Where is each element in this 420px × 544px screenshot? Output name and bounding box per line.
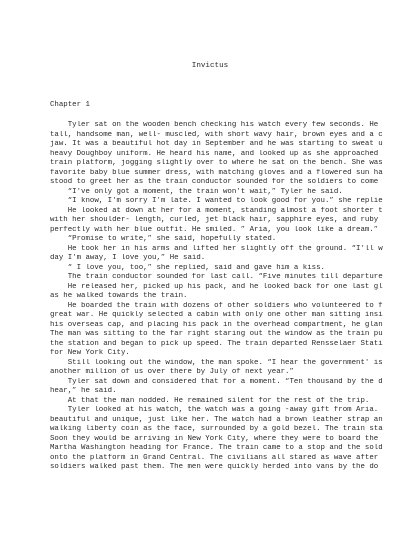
text-line: soldiers walked past them. The men were quickly herded into vans by the do: [50, 463, 379, 471]
text-line: Still looking out the window, the man spoke. “I hear the government' is: [50, 358, 383, 367]
text-line: Tyler looked at his watch, the watch was a going -away gift from Aria.: [50, 406, 379, 414]
text-line: favorite baby blue summer dress, with matching gloves and a flowered sun ha: [50, 168, 383, 177]
text-line: another million of us over there by July of next year.”: [50, 368, 294, 376]
text-line: as he walked towards the train.: [50, 292, 188, 300]
text-line: beautiful and unique, just like her. The watch had a brown leather strap an: [50, 415, 383, 424]
text-line: He took her in his arms and lifted her slightly off the ground. “I'll w: [50, 244, 383, 253]
text-line: walking liberty coin as the face, surrounded by a gold bezel. The train sta: [50, 425, 383, 433]
text-line: day I'm away, I love you,” He said.: [50, 254, 206, 262]
text-line: “ I love you, too,” she replied, said and gave him a kiss.: [50, 263, 325, 272]
text-line: heavy Doughboy uniform. He heard his name, and looked up as she approached: [50, 149, 379, 158]
text-line: onto the platform in Grand Central. The civilians all stared as wave after: [50, 453, 379, 462]
text-line: Soon they would be arriving in New York City, where they were to board the: [50, 434, 379, 443]
text-line: hear,” he said.: [50, 387, 117, 395]
text-line: jaw. It was a beautiful hot day in September and he was starting to sweat u: [50, 140, 383, 148]
text-line: with her shoulder- length, curled, jet black hair, sapphire eyes, and ruby: [50, 216, 379, 224]
text-line: The man was sitting to the far right staring out the window as the train pu: [50, 330, 383, 338]
document-title: Invictus: [191, 62, 229, 70]
text-line: his overseas cap, and placing his pack in the overhead compartment, he glan: [50, 320, 383, 329]
text-line: Martha Washington heading for France. The train came to a stop and the sold: [50, 444, 383, 452]
text-line: He looked at down at her for a moment, standing almost a foot shorter t: [50, 206, 383, 215]
text-line: Tyler sat on the wooden bench checking his watch every few seconds. He: [50, 121, 379, 129]
text-line: The train conductor sounded for last call. “Five minutes till departure: [50, 273, 383, 281]
text-line: Tyler sat down and considered that for a moment. “Ten thousand by the d: [50, 377, 383, 386]
text-line: the station and began to pick up speed. The train departed Rensselaer Stati: [50, 339, 383, 348]
text-line: tall, handsome man, well- muscled, with short wavy hair, brown eyes and a c: [50, 130, 383, 139]
text-line: perfectly with her blue outfit. He smiled. ” Aria, you look like a dream.”: [50, 225, 379, 234]
body-text: [50, 121, 420, 473]
text-line: train platform, jogging slightly over to where he sat on the bench. She was: [50, 159, 383, 167]
text-line: He boarded the train with dozens of other soldiers who volunteered to f: [50, 301, 383, 310]
text-line: At that the man nodded. He remained silent for the rest of the trip.: [50, 396, 370, 405]
text-line: “I know, I'm sorry I'm late. I wanted to look good for you.” she replie: [50, 197, 383, 205]
text-line: “I've only got a moment, the train won't wait,” Tyler he said.: [50, 187, 343, 196]
chapter-heading: Chapter 1: [50, 101, 90, 109]
text-line: “Promise to write,” she said, hopefully stated.: [50, 235, 277, 243]
text-line: great war. He quickly selected a cabin with only one other man sitting insi: [50, 311, 383, 319]
text-line: for New York City.: [50, 349, 130, 357]
text-line: stood to greet her as the train conductor sounded for the soldiers to come: [50, 178, 379, 186]
text-line: He released her, picked up his pack, and he looked back for one last gl: [50, 282, 383, 291]
